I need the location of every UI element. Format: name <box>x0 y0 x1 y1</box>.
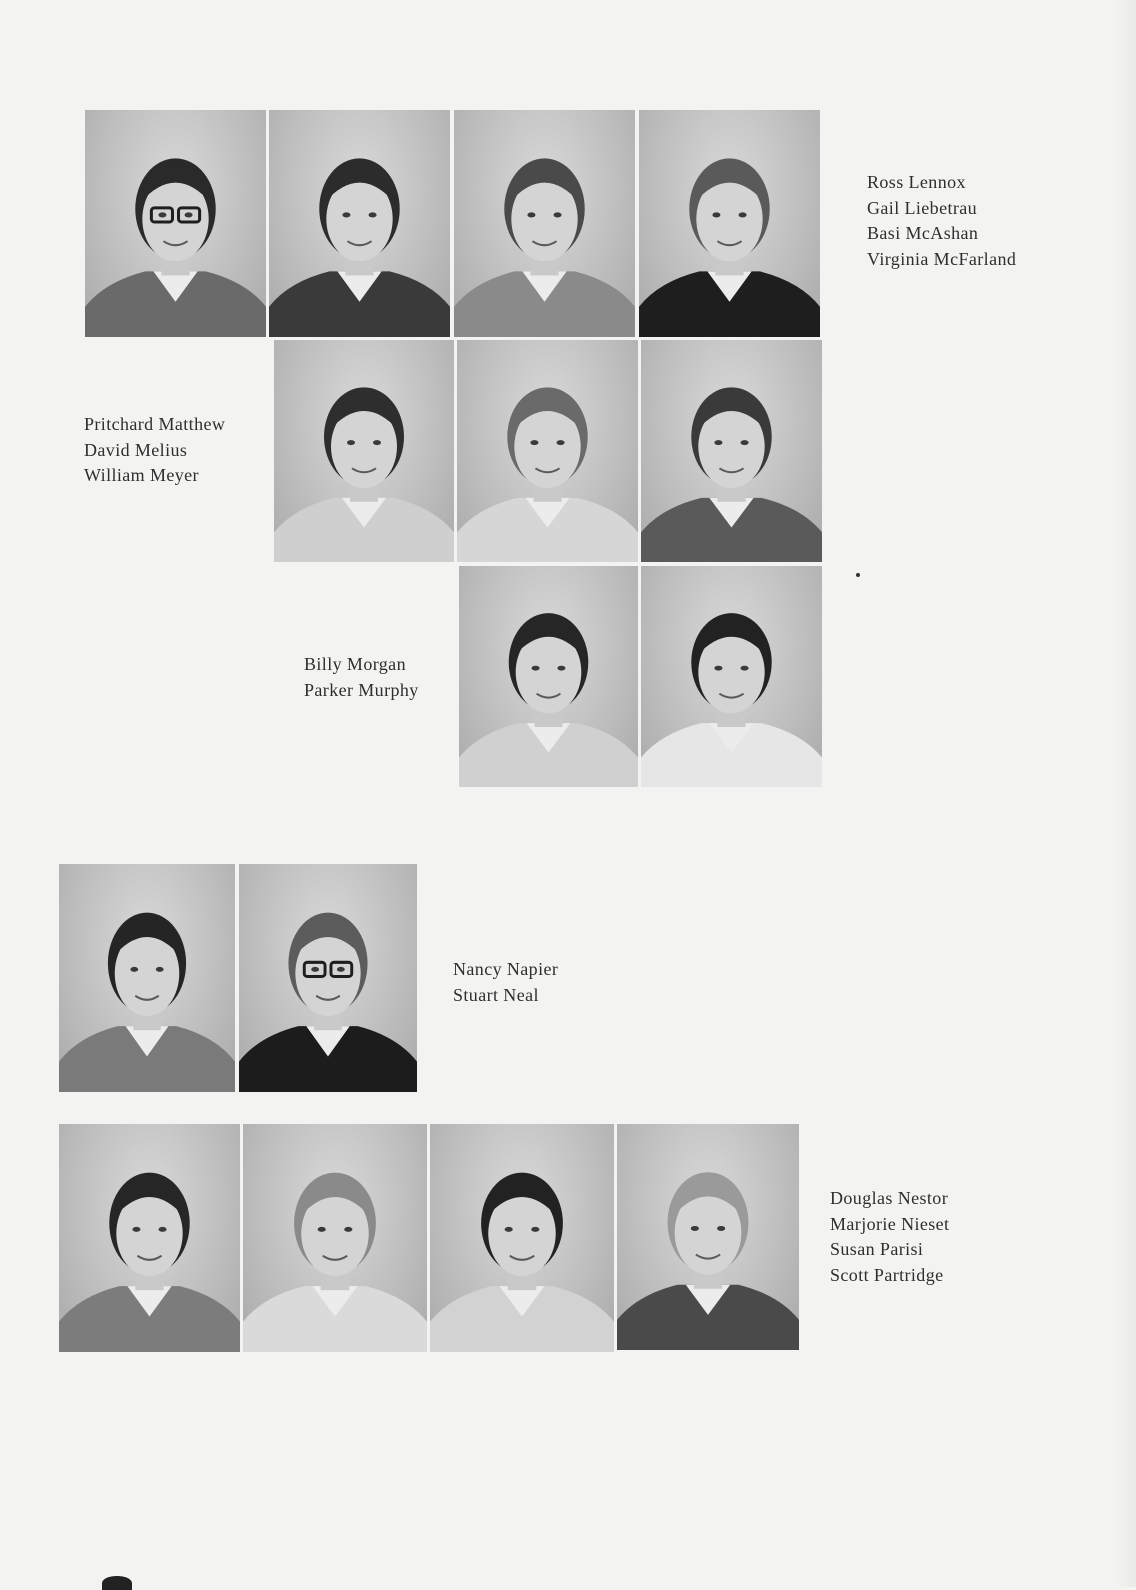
eye-shape <box>342 212 350 217</box>
portrait-photo <box>454 110 635 337</box>
portrait-photo <box>430 1124 614 1352</box>
student-name: Ross Lennox <box>867 172 966 192</box>
eye-shape <box>531 1227 539 1232</box>
student-name: Douglas Nestor <box>830 1188 949 1208</box>
eye-shape <box>337 967 345 972</box>
page-edge <box>1116 0 1136 1587</box>
portrait-photo <box>641 340 822 562</box>
student-name: William Meyer <box>84 465 199 485</box>
eye-shape <box>185 212 193 217</box>
portrait-drawing <box>457 340 638 562</box>
student-name: David Melius <box>84 439 188 460</box>
eye-shape <box>712 212 720 217</box>
name-caption-group <box>867 170 1016 272</box>
portrait-photo <box>639 110 820 337</box>
eye-shape <box>532 666 540 671</box>
student-name: Nancy Napier <box>453 959 559 979</box>
portrait-drawing <box>639 110 820 337</box>
eye-shape <box>311 967 319 972</box>
print-speck <box>856 573 860 577</box>
eye-shape <box>557 440 565 445</box>
eye-shape <box>132 1227 140 1232</box>
portrait-photo <box>459 566 638 787</box>
eye-shape <box>156 967 164 972</box>
eye-shape <box>373 440 381 445</box>
portrait-drawing <box>239 864 417 1092</box>
eye-shape <box>557 666 565 671</box>
portrait-drawing <box>617 1124 799 1350</box>
name-caption-group <box>830 1186 949 1288</box>
eye-shape <box>741 440 749 445</box>
portrait-drawing <box>59 1124 240 1352</box>
student-name: Susan Parisi <box>830 1239 924 1259</box>
eye-shape <box>527 212 535 217</box>
student-name: Basi McAshan <box>867 223 979 243</box>
portrait-drawing <box>430 1124 614 1352</box>
eye-shape <box>714 440 722 445</box>
portrait-drawing <box>59 864 235 1092</box>
portrait-drawing <box>641 340 822 562</box>
name-caption-group <box>84 412 225 489</box>
eye-shape <box>318 1227 326 1232</box>
student-name: Gail Liebetrau <box>867 197 978 218</box>
student-name: Pritchard Matthew <box>84 414 226 434</box>
student-name: Parker Murphy <box>304 679 419 700</box>
portrait-photo <box>85 110 266 337</box>
student-name: Virginia McFarland <box>867 248 1017 269</box>
eye-shape <box>741 666 749 671</box>
eye-shape <box>691 1226 699 1231</box>
eye-shape <box>344 1227 352 1232</box>
student-name: Scott Partridge <box>830 1264 944 1285</box>
portrait-photo <box>59 1124 240 1352</box>
eye-shape <box>369 212 377 217</box>
eye-shape <box>505 1227 513 1232</box>
portrait-drawing <box>459 566 638 787</box>
portrait-photo <box>243 1124 427 1352</box>
portrait-photo <box>59 864 235 1092</box>
portrait-photo <box>641 566 822 787</box>
name-caption-group <box>304 652 419 703</box>
eye-shape <box>347 440 355 445</box>
eye-shape <box>130 967 138 972</box>
portrait-drawing <box>274 340 454 562</box>
portrait-photo <box>274 340 454 562</box>
portrait-photo <box>269 110 450 337</box>
student-name: Stuart Neal <box>453 984 539 1005</box>
portrait-drawing <box>243 1124 427 1352</box>
eye-shape <box>159 1227 167 1232</box>
eye-shape <box>158 212 166 217</box>
eye-shape <box>714 666 722 671</box>
portrait-drawing <box>454 110 635 337</box>
eye-shape <box>554 212 562 217</box>
portrait-photo <box>239 864 417 1092</box>
portrait-photo <box>617 1124 799 1350</box>
portrait-photo <box>457 340 638 562</box>
student-name: Marjorie Nieset <box>830 1213 950 1234</box>
print-speck <box>102 1576 132 1590</box>
student-name: Billy Morgan <box>304 654 406 674</box>
eye-shape <box>530 440 538 445</box>
eye-shape <box>717 1226 725 1231</box>
portrait-drawing <box>269 110 450 337</box>
name-caption-group <box>453 957 558 1008</box>
eye-shape <box>739 212 747 217</box>
portrait-drawing <box>85 110 266 337</box>
portrait-drawing <box>641 566 822 787</box>
